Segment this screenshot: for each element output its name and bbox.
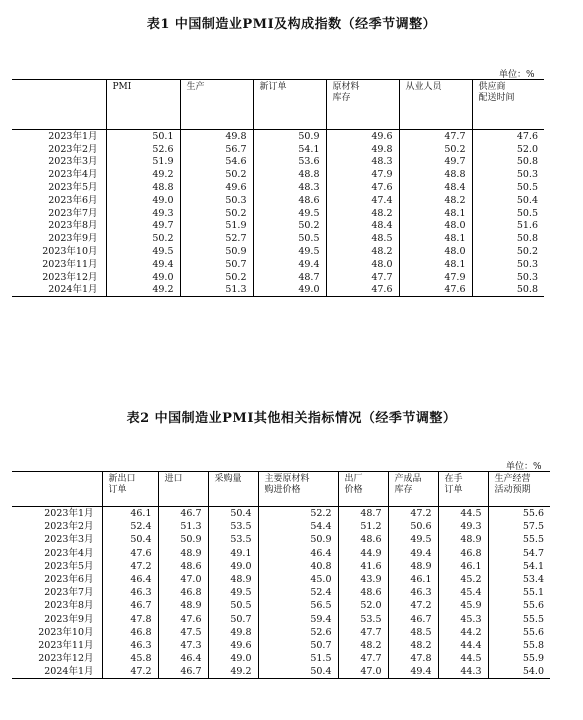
table1-cell-value: 48.2 <box>326 245 399 258</box>
table2-table-row <box>12 652 550 665</box>
table2-cell-value: 46.7 <box>388 613 438 626</box>
table2-header-row <box>12 472 550 507</box>
table1-cell-value: 47.7 <box>326 271 399 284</box>
table1-cell-value: 50.2 <box>106 232 180 245</box>
table2-cell-value: 48.9 <box>158 599 208 612</box>
table1-table-row <box>12 245 544 258</box>
table1-cell-value: 50.3 <box>180 194 253 207</box>
table2-header-blank <box>12 472 102 507</box>
table1-cell-value: 49.4 <box>253 258 326 271</box>
table2-cell-value: 48.2 <box>338 639 388 652</box>
table2-cell-value: 49.2 <box>208 665 258 679</box>
table2-row-label: 2023年11月 <box>38 639 94 651</box>
table1-cell-value: 49.8 <box>326 143 399 156</box>
table2-table-row <box>12 560 550 573</box>
table1-header-blank <box>12 80 106 130</box>
table1-cell-value: 50.3 <box>472 258 544 271</box>
table1-cell-value: 47.6 <box>399 284 472 297</box>
table1-cell-value: 50.8 <box>472 232 544 245</box>
table2-cell-value: 47.7 <box>338 652 388 665</box>
table2-cell-value: 49.5 <box>388 533 438 546</box>
table2-cell-value: 50.9 <box>258 533 338 546</box>
table2-cell-value: 47.0 <box>338 665 388 679</box>
table1-row-label: 2023年5月 <box>48 182 98 194</box>
table2-row-label: 2023年9月 <box>44 613 94 625</box>
table1-cell-value: 47.7 <box>399 130 472 143</box>
table1-header-row <box>12 80 544 130</box>
table1-column-header: 生产 <box>180 80 253 130</box>
table2-cell-value: 52.4 <box>258 586 338 599</box>
table2-cell-value: 53.5 <box>338 613 388 626</box>
table2-cell-value: 46.3 <box>102 586 158 599</box>
table1-cell-value: 49.5 <box>253 245 326 258</box>
table1-cell-value: 48.0 <box>326 258 399 271</box>
table1-table-row <box>12 194 544 207</box>
table2-cell-value: 48.7 <box>338 507 388 521</box>
table2-cell-value: 52.6 <box>258 626 338 639</box>
table2-cell-value: 47.5 <box>158 626 208 639</box>
table2-cell-value: 50.4 <box>102 533 158 546</box>
table2-row-label: 2023年4月 <box>44 547 94 559</box>
table1-cell-value: 50.5 <box>472 207 544 220</box>
table1-cell-value: 50.9 <box>253 130 326 143</box>
table1-row-label: 2023年7月 <box>48 207 98 219</box>
table2-cell-value: 47.2 <box>102 665 158 679</box>
table2-cell-value: 53.5 <box>208 520 258 533</box>
table2-cell-value: 55.5 <box>488 533 550 546</box>
table1-cell-value: 48.8 <box>399 168 472 181</box>
table2-row-label: 2023年12月 <box>38 653 94 665</box>
table2-cell-value: 50.7 <box>258 639 338 652</box>
table1-cell-value: 49.0 <box>253 284 326 297</box>
table1-cell-value: 48.2 <box>399 194 472 207</box>
table2-table-row <box>12 626 550 639</box>
table1-cell-value: 48.6 <box>253 194 326 207</box>
table2-cell-value: 47.7 <box>338 626 388 639</box>
table2-cell-value: 49.4 <box>388 547 438 560</box>
table1-cell-value: 48.3 <box>326 156 399 169</box>
table2-cell-value: 55.6 <box>488 507 550 521</box>
table2-cell-value: 44.5 <box>438 507 488 521</box>
table1-cell-value: 49.5 <box>253 207 326 220</box>
table2-cell-value: 47.6 <box>102 547 158 560</box>
table1-cell-value: 49.0 <box>106 271 180 284</box>
table1-cell-value: 52.6 <box>106 143 180 156</box>
table1-cell-value: 50.7 <box>180 258 253 271</box>
table1-cell-value: 49.7 <box>399 156 472 169</box>
table1-table-row <box>12 207 544 220</box>
table1-cell-value: 47.4 <box>326 194 399 207</box>
table1-table-row <box>12 156 544 169</box>
table2-cell-value: 47.6 <box>158 613 208 626</box>
table2-cell-value: 46.1 <box>388 573 438 586</box>
table1-cell-value: 49.5 <box>106 245 180 258</box>
table2-cell-value: 50.6 <box>388 520 438 533</box>
table1-cell-value: 50.9 <box>180 245 253 258</box>
table2-cell-value: 54.1 <box>488 560 550 573</box>
table2-cell-value: 55.6 <box>488 626 550 639</box>
table1-column-header: 从业人员 <box>399 80 472 130</box>
table2-cell-value: 46.3 <box>388 586 438 599</box>
table2-title: 表2 中国制造业PMI其他相关指标情况（经季节调整） <box>126 411 457 426</box>
table2-cell-value: 48.9 <box>438 533 488 546</box>
table2-cell-value: 49.0 <box>208 652 258 665</box>
table2-unit: 单位：% <box>506 462 542 472</box>
table1-cell-value: 47.9 <box>326 168 399 181</box>
table1-cell-value: 50.2 <box>399 143 472 156</box>
table1-title: 表1 中国制造业PMI及构成指数（经季节调整） <box>146 17 437 32</box>
table2-cell-value: 55.8 <box>488 639 550 652</box>
table2-cell-value: 46.4 <box>258 547 338 560</box>
table1-column-header: PMI <box>106 80 180 130</box>
table1-cell-value: 50.8 <box>472 156 544 169</box>
table2-cell-value: 48.6 <box>338 586 388 599</box>
table1-table-row <box>12 220 544 233</box>
table1-column-header: 原材料 库存 <box>326 80 399 130</box>
table1-cell-value: 50.8 <box>472 284 544 297</box>
table1-cell-value: 52.7 <box>180 232 253 245</box>
table1-row-label: 2023年2月 <box>48 143 98 155</box>
table1-unit: 单位：% <box>499 70 535 80</box>
table1-cell-value: 50.3 <box>472 168 544 181</box>
table1-row-label: 2023年10月 <box>42 246 98 258</box>
table1-table-row <box>12 258 544 271</box>
table1-table-row <box>12 271 544 284</box>
table1-row-label: 2024年1月 <box>48 284 98 296</box>
table1-cell-value: 50.3 <box>472 271 544 284</box>
table2-cell-value: 59.4 <box>258 613 338 626</box>
table2-cell-value: 47.8 <box>388 652 438 665</box>
table2-cell-value: 50.4 <box>208 507 258 521</box>
table1-cell-value: 56.7 <box>180 143 253 156</box>
table1-cell-value: 51.3 <box>180 284 253 297</box>
table2-cell-value: 48.6 <box>338 533 388 546</box>
table1-cell-value: 54.6 <box>180 156 253 169</box>
table1-cell-value: 48.2 <box>326 207 399 220</box>
table1-cell-value: 49.4 <box>106 258 180 271</box>
table2-cell-value: 46.3 <box>102 639 158 652</box>
table2-row-label: 2023年3月 <box>44 534 94 546</box>
table2-cell-value: 40.8 <box>258 560 338 573</box>
table2-cell-value: 51.2 <box>338 520 388 533</box>
table1-row-label: 2023年4月 <box>48 169 98 181</box>
table2-cell-value: 49.3 <box>438 520 488 533</box>
table1 <box>12 79 544 297</box>
table1-row-label: 2023年1月 <box>48 130 98 142</box>
table1-cell-value: 51.9 <box>106 156 180 169</box>
table2-cell-value: 45.4 <box>438 586 488 599</box>
table1-cell-value: 47.6 <box>472 130 544 143</box>
table1-cell-value: 50.4 <box>472 194 544 207</box>
table2-cell-value: 48.9 <box>388 560 438 573</box>
table2-table-row <box>12 533 550 546</box>
table2-row-label: 2023年8月 <box>44 600 94 612</box>
table2-cell-value: 54.7 <box>488 547 550 560</box>
table1-cell-value: 49.2 <box>106 284 180 297</box>
table2-cell-value: 56.5 <box>258 599 338 612</box>
table2-cell-value: 46.7 <box>158 665 208 679</box>
table2-cell-value: 57.5 <box>488 520 550 533</box>
table1-cell-value: 48.1 <box>399 207 472 220</box>
table1-table-row <box>12 232 544 245</box>
table2-cell-value: 47.8 <box>102 613 158 626</box>
table1-cell-value: 51.9 <box>180 220 253 233</box>
table1-cell-value: 47.9 <box>399 271 472 284</box>
table2-cell-value: 46.8 <box>438 547 488 560</box>
table2-cell-value: 55.6 <box>488 599 550 612</box>
table1-cell-value: 48.1 <box>399 258 472 271</box>
table1-cell-value: 47.6 <box>326 181 399 194</box>
table1-cell-value: 50.2 <box>472 245 544 258</box>
table2-cell-value: 46.1 <box>438 560 488 573</box>
table1-cell-value: 48.4 <box>399 181 472 194</box>
table2-column-header: 在手 订单 <box>438 472 488 507</box>
table2-row-label: 2023年2月 <box>44 521 94 533</box>
table2-cell-value: 52.0 <box>338 599 388 612</box>
table2-column-header: 进口 <box>158 472 208 507</box>
table2-cell-value: 41.6 <box>338 560 388 573</box>
table2-table-row <box>12 639 550 652</box>
table1-cell-value: 48.8 <box>106 181 180 194</box>
table1-cell-value: 54.1 <box>253 143 326 156</box>
table2-cell-value: 49.6 <box>208 639 258 652</box>
table1-cell-value: 48.1 <box>399 232 472 245</box>
table1-table-row <box>12 130 544 143</box>
table1-column-header: 供应商 配送时间 <box>472 80 544 130</box>
table1-cell-value: 48.5 <box>326 232 399 245</box>
table2-column-header: 主要原材料 购进价格 <box>258 472 338 507</box>
table2-row-label: 2023年1月 <box>44 508 94 520</box>
table2-table-row <box>12 573 550 586</box>
table2-row-label: 2023年6月 <box>44 574 94 586</box>
table2-cell-value: 55.5 <box>488 613 550 626</box>
table2-column-header: 采购量 <box>208 472 258 507</box>
table2-cell-value: 46.4 <box>158 652 208 665</box>
table1-cell-value: 50.2 <box>253 220 326 233</box>
table1-cell-value: 49.3 <box>106 207 180 220</box>
table2-cell-value: 46.7 <box>102 599 158 612</box>
table2-cell-value: 49.4 <box>388 665 438 679</box>
table1-cell-value: 47.6 <box>326 284 399 297</box>
table2-cell-value: 47.2 <box>388 599 438 612</box>
table2-cell-value: 46.8 <box>102 626 158 639</box>
table2-cell-value: 49.0 <box>208 560 258 573</box>
table2-column-header: 新出口 订单 <box>102 472 158 507</box>
table1-row-label: 2023年9月 <box>48 233 98 245</box>
table2-table-row <box>12 586 550 599</box>
table1-cell-value: 50.5 <box>253 232 326 245</box>
table1-cell-value: 49.8 <box>180 130 253 143</box>
table1-cell-value: 53.6 <box>253 156 326 169</box>
table2-table-row <box>12 520 550 533</box>
table2-cell-value: 45.9 <box>438 599 488 612</box>
table2-cell-value: 50.4 <box>258 665 338 679</box>
table2-table-row <box>12 665 550 679</box>
table2-cell-value: 47.2 <box>388 507 438 521</box>
table2-cell-value: 45.0 <box>258 573 338 586</box>
table2-cell-value: 54.4 <box>258 520 338 533</box>
table2-cell-value: 45.3 <box>438 613 488 626</box>
table2-cell-value: 51.3 <box>158 520 208 533</box>
table2-cell-value: 48.9 <box>158 547 208 560</box>
table2-cell-value: 48.2 <box>388 639 438 652</box>
table2-table-row <box>12 613 550 626</box>
table1-cell-value: 48.7 <box>253 271 326 284</box>
table2-cell-value: 44.5 <box>438 652 488 665</box>
table2-cell-value: 53.4 <box>488 573 550 586</box>
table1-cell-value: 48.0 <box>399 245 472 258</box>
table2-cell-value: 45.2 <box>438 573 488 586</box>
table1-cell-value: 50.1 <box>106 130 180 143</box>
table2-cell-value: 47.2 <box>102 560 158 573</box>
table1-cell-value: 50.5 <box>472 181 544 194</box>
table1-row-label: 2023年6月 <box>48 194 98 206</box>
table2-column-header: 出厂 价格 <box>338 472 388 507</box>
table2-table-row <box>12 507 550 521</box>
table2-row-label: 2023年7月 <box>44 587 94 599</box>
table2-table-row <box>12 547 550 560</box>
table1-cell-value: 49.6 <box>180 181 253 194</box>
table2-row-label: 2024年1月 <box>44 666 94 678</box>
table1-table-row <box>12 168 544 181</box>
table1-column-header: 新订单 <box>253 80 326 130</box>
table2-cell-value: 52.4 <box>102 520 158 533</box>
table2-cell-value: 51.5 <box>258 652 338 665</box>
table1-cell-value: 50.2 <box>180 207 253 220</box>
table2-table-row <box>12 599 550 612</box>
table1-cell-value: 51.6 <box>472 220 544 233</box>
table2-cell-value: 43.9 <box>338 573 388 586</box>
table2-cell-value: 52.2 <box>258 507 338 521</box>
table1-cell-value: 52.0 <box>472 143 544 156</box>
table2-cell-value: 44.4 <box>438 639 488 652</box>
table2-cell-value: 47.0 <box>158 573 208 586</box>
table1-cell-value: 48.0 <box>399 220 472 233</box>
table1-table-row <box>12 181 544 194</box>
table1-table-row <box>12 284 544 297</box>
table2-cell-value: 46.7 <box>158 507 208 521</box>
table1-table-row <box>12 143 544 156</box>
table2-cell-value: 53.5 <box>208 533 258 546</box>
table2-column-header: 生产经营 活动预期 <box>488 472 550 507</box>
table1-cell-value: 49.0 <box>106 194 180 207</box>
table2-cell-value: 44.9 <box>338 547 388 560</box>
table2-row-label: 2023年5月 <box>44 560 94 572</box>
table1-row-label: 2023年12月 <box>42 271 98 283</box>
table1-row-label: 2023年8月 <box>48 220 98 232</box>
table2 <box>12 471 550 679</box>
table2-cell-value: 50.9 <box>158 533 208 546</box>
table2-cell-value: 49.8 <box>208 626 258 639</box>
table2-cell-value: 48.9 <box>208 573 258 586</box>
table1-row-label: 2023年11月 <box>42 258 98 270</box>
table2-cell-value: 49.1 <box>208 547 258 560</box>
table2-cell-value: 54.0 <box>488 665 550 679</box>
table2-row-label: 2023年10月 <box>38 626 94 638</box>
table2-cell-value: 46.1 <box>102 507 158 521</box>
table2-cell-value: 55.1 <box>488 586 550 599</box>
table1-cell-value: 49.7 <box>106 220 180 233</box>
table2-cell-value: 46.4 <box>102 573 158 586</box>
table2-cell-value: 48.5 <box>388 626 438 639</box>
table2-cell-value: 44.3 <box>438 665 488 679</box>
table2-cell-value: 46.8 <box>158 586 208 599</box>
table2-column-header: 产成品 库存 <box>388 472 438 507</box>
table1-cell-value: 49.2 <box>106 168 180 181</box>
table2-cell-value: 50.5 <box>208 599 258 612</box>
table2-cell-value: 44.2 <box>438 626 488 639</box>
table2-cell-value: 50.7 <box>208 613 258 626</box>
table2-cell-value: 48.6 <box>158 560 208 573</box>
table2-cell-value: 47.3 <box>158 639 208 652</box>
table1-cell-value: 50.2 <box>180 168 253 181</box>
table2-cell-value: 55.9 <box>488 652 550 665</box>
table1-row-label: 2023年3月 <box>48 156 98 168</box>
table1-cell-value: 48.4 <box>326 220 399 233</box>
table1-cell-value: 48.8 <box>253 168 326 181</box>
table1-cell-value: 49.6 <box>326 130 399 143</box>
table2-cell-value: 45.8 <box>102 652 158 665</box>
table1-cell-value: 50.2 <box>180 271 253 284</box>
table1-cell-value: 48.3 <box>253 181 326 194</box>
table2-cell-value: 49.5 <box>208 586 258 599</box>
